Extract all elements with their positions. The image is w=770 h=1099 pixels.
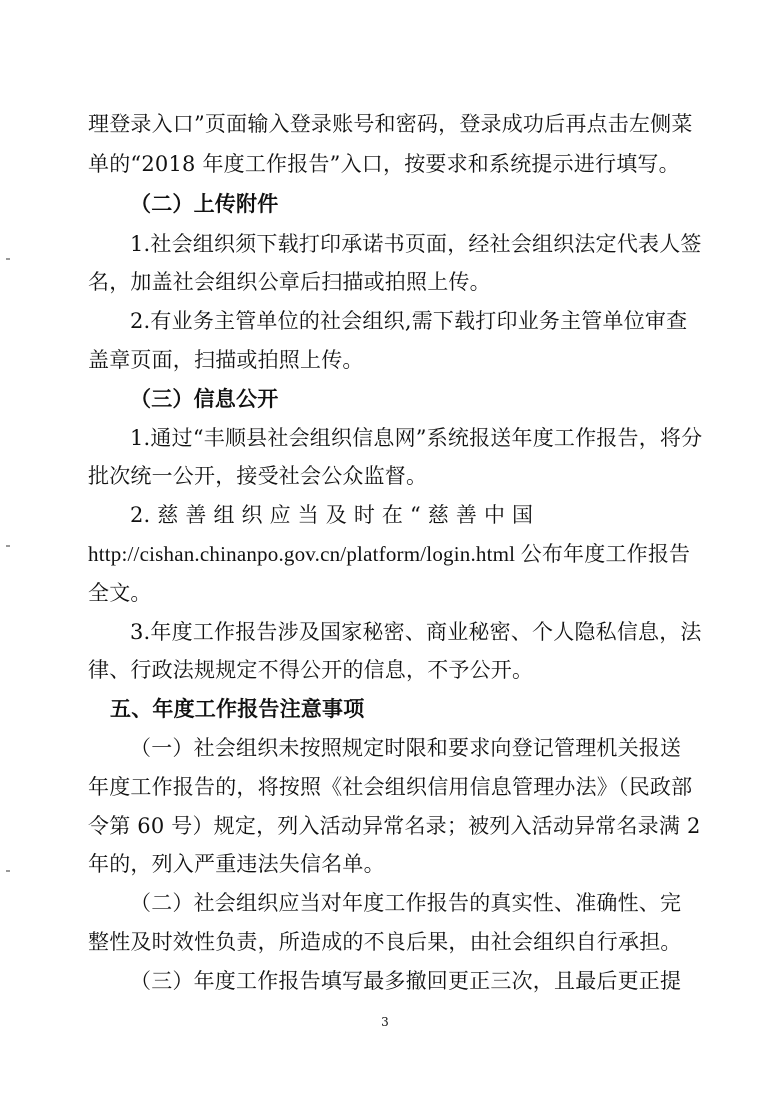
paragraph-line: 全文。 bbox=[88, 581, 152, 605]
section-heading-main: 五、年度工作报告注意事项 bbox=[110, 696, 365, 721]
section-heading-upload: （二）上传附件 bbox=[130, 191, 279, 216]
paragraph-line: 整性及时效性负责，所造成的不良后果，由社会组织自行承担。 bbox=[88, 930, 682, 954]
paragraph-line: （一）社会组织未按照规定时限和要求向登记管理机关报送 bbox=[130, 736, 682, 760]
paragraph-line: 令第 60 号）规定，列入活动异常名录；被列入活动异常名录满 2 bbox=[88, 814, 701, 838]
paragraph-line: 单的“2018 年度工作报告”入口，按要求和系统提示进行填写。 bbox=[88, 152, 680, 176]
scan-artifact bbox=[6, 258, 10, 260]
section-heading-disclosure: （三）信息公开 bbox=[130, 386, 279, 411]
paragraph-line: 名，加盖社会组织公章后扫描或拍照上传。 bbox=[88, 270, 491, 294]
paragraph-line: （二）社会组织应当对年度工作报告的真实性、准确性、完 bbox=[130, 891, 682, 915]
scan-artifact bbox=[6, 870, 10, 872]
paragraph-line: （三）年度工作报告填写最多撤回更正三次，且最后更正提 bbox=[130, 969, 682, 993]
page-number: 3 bbox=[381, 1015, 389, 1029]
paragraph-line: 1.社会组织须下载打印承诺书页面，经社会组织法定代表人签 bbox=[130, 232, 702, 256]
url-line: http://cishan.chinanpo.gov.cn/platform/login.html 公布年度工作报告 bbox=[88, 542, 691, 566]
paragraph-line: 年度工作报告的，将按照《社会组织信用信息管理办法》（民政部 bbox=[88, 775, 693, 799]
paragraph-line: 年的，列入严重违法失信名单。 bbox=[88, 852, 385, 876]
paragraph-line: 盖章页面，扫描或拍照上传。 bbox=[88, 348, 364, 372]
paragraph-line: 律、行政法规规定不得公开的信息，不予公开。 bbox=[88, 658, 534, 682]
paragraph-line: 2.有业务主管单位的社会组织,需下载打印业务主管单位审查 bbox=[130, 309, 688, 333]
paragraph-line: 批次统一公开，接受社会公众监督。 bbox=[88, 464, 428, 488]
paragraph-line: 理登录入口”页面输入登录账号和密码，登录成功后再点击左侧菜 bbox=[88, 112, 693, 136]
paragraph-line: 1.通过“丰顺县社会组织信息网”系统报送年度工作报告，将分 bbox=[130, 426, 703, 450]
paragraph-line: 2. 慈 善 组 织 应 当 及 时 在 “ 慈 善 中 国 bbox=[130, 503, 534, 527]
scan-artifact bbox=[6, 545, 10, 547]
paragraph-line: 3.年度工作报告涉及国家秘密、商业秘密、个人隐私信息，法 bbox=[130, 620, 702, 644]
